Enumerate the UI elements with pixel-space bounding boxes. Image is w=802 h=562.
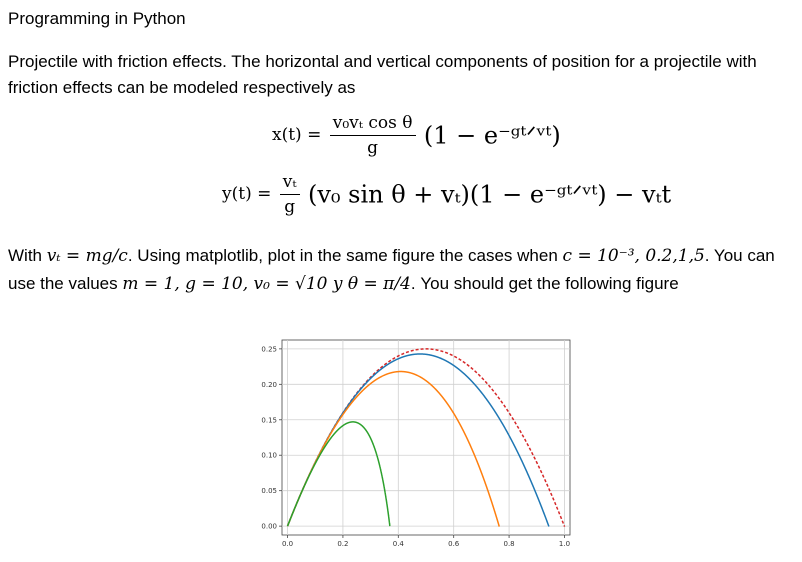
y-tick-label: 0.15 <box>261 416 277 425</box>
page-heading: Programming in Python <box>8 9 186 28</box>
x-axis-ticks <box>282 535 570 548</box>
y-tick-label: 0.05 <box>261 487 277 496</box>
equation-y-denominator: g <box>284 197 296 217</box>
x-tick-label: 0.6 <box>448 540 460 548</box>
equation-x <box>272 113 561 158</box>
y-tick-label: 0.10 <box>261 451 277 460</box>
equation-y-rest: (v₀ sin θ + vₜ)(1 − e⁻ᵍᵗᐟᵛᵗ) − vₜt <box>307 180 672 209</box>
equation-x-denominator: g <box>367 138 379 158</box>
task-text-4: . You should get the following figure <box>410 274 679 293</box>
equation-x-fraction <box>330 113 416 158</box>
y-tick-label: 0.00 <box>261 522 277 531</box>
plot-area <box>282 340 570 535</box>
vt-definition: vₜ = mg/c <box>46 246 128 266</box>
y-tick-label: 0.25 <box>261 345 277 354</box>
task-text-2: . Using matplotlib, plot in the same figure the cases when <box>127 246 563 265</box>
equation-y-lhs: y(t) = <box>222 184 272 204</box>
y-axis-ticks <box>261 345 282 530</box>
equation-x-lhs: x(t) = <box>272 125 322 145</box>
intro-paragraph: Projectile with friction effects. The horizontal and vertical components of position for a projectile with friction effects can be modeled respectively as <box>8 52 757 97</box>
equation-y-fraction <box>280 172 300 217</box>
x-tick-label: 0.2 <box>337 540 349 548</box>
c-cases: c = 10⁻³, 0.2,1,5 <box>562 246 705 266</box>
task-paragraph <box>8 242 798 298</box>
equation-x-numerator: v₀vₜ cos θ <box>330 113 416 136</box>
task-text-1: With <box>8 246 47 265</box>
trajectory-chart <box>230 335 575 555</box>
x-tick-label: 0.8 <box>503 540 515 548</box>
equation-y <box>222 172 671 217</box>
x-tick-label: 1.0 <box>558 540 571 548</box>
x-tick-label: 0.4 <box>392 540 404 548</box>
x-tick-label: 0.0 <box>281 540 294 548</box>
task-text-3: . You can use the values <box>8 246 775 293</box>
equation-x-rest: (1 − e⁻ᵍᵗᐟᵛᵗ) <box>423 121 561 150</box>
equation-y-numerator: vₜ <box>280 172 300 195</box>
y-tick-label: 0.20 <box>261 380 277 389</box>
parameter-values: m = 1, g = 10, v₀ = √10 y θ = π/4 <box>122 274 411 294</box>
